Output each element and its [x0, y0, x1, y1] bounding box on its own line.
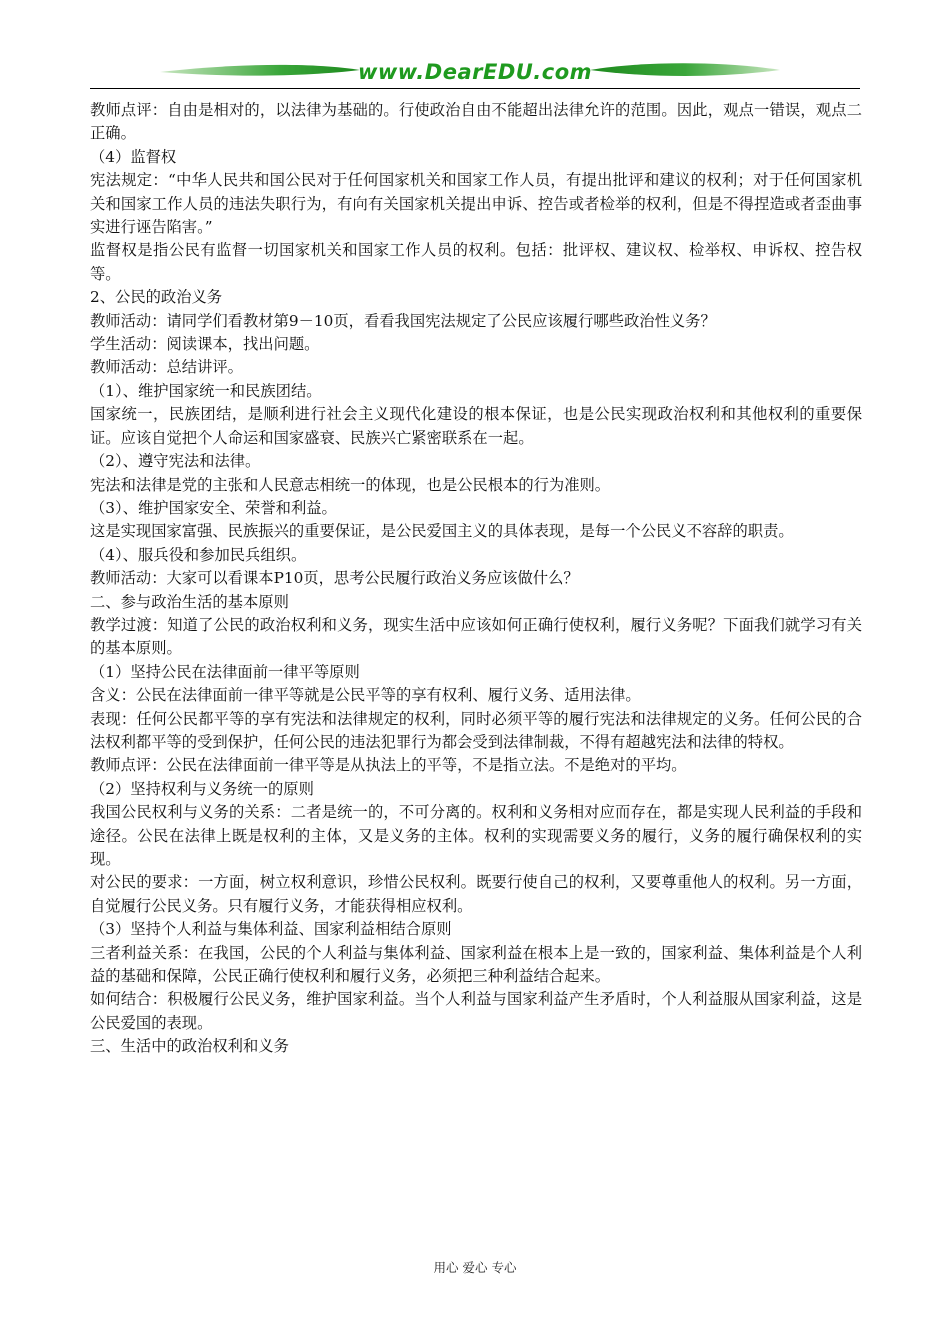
- paragraph: 如何结合：积极履行公民义务，维护国家利益。当个人利益与国家利益产生矛盾时，个人利益服从国家利益，这是公民爱国的表现。: [90, 990, 862, 1032]
- paragraph: 我国公民权利与义务的关系：二者是统一的，不可分离的。权利和义务相对应而存在，都是实现人民利益的手段和途径。公民在法律上既是权利的主体，又是义务的主体。权利的实现需要义务的履行，义务的履行确保权利的实现。: [90, 803, 862, 868]
- paragraph: （2）坚持权利与义务统一的原则: [90, 779, 314, 798]
- paragraph: 教学过渡：知道了公民的政治权利和义务，现实生活中应该如何正确行使权利，履行义务呢？下面我们就学习有关的基本原则。: [90, 615, 862, 658]
- paragraph: 教师活动：大家可以看课本P10页，思考公民履行政治义务应该做什么？: [90, 569, 579, 588]
- logo-text: www.DearEDU.com: [357, 60, 593, 84]
- paragraph: 对公民的要求：一方面，树立权利意识，珍惜公民权利。既要行使自己的权利，又要尊重他人的权利。另一方面，自觉履行公民义务。只有履行义务，才能获得相应权利。: [90, 873, 862, 915]
- paragraph: 2、公民的政治义务: [90, 288, 223, 307]
- paragraph: 监督权是指公民有监督一切国家机关和国家工作人员的权利。包括：批评权、建议权、检举权、申诉权、控告权等。: [90, 241, 862, 283]
- paragraph: 含义：公民在法律面前一律平等就是公民平等的享有权利、履行义务、适用法律。: [90, 686, 641, 705]
- paragraph: 教师点评：公民在法律面前一律平等是从执法上的平等，不是指立法。不是绝对的平均。: [90, 756, 687, 775]
- paragraph: 这是实现国家富强、民族振兴的重要保证，是公民爱国主义的具体表现，是每一个公民义不容辞的职责。: [90, 522, 794, 541]
- paragraph: 国家统一，民族团结，是顺利进行社会主义现代化建设的根本保证，也是公民实现政治权利和其他权利的重要保证。应该自觉把个人命运和国家盛衰、民族兴亡紧密联系在一起。: [90, 405, 862, 447]
- paragraph: 三、生活中的政治权利和义务: [90, 1037, 289, 1056]
- paragraph: 教师活动：总结讲评。: [90, 358, 243, 377]
- paragraph: （4）监督权: [90, 147, 177, 166]
- paragraph: 教师活动：请同学们看教材第9－10页，看看我国宪法规定了公民应该履行哪些政治性义务？: [90, 311, 716, 330]
- paragraph: 宪法和法律是党的主张和人民意志相统一的体现，也是公民根本的行为准则。: [90, 475, 611, 494]
- paragraph: （3）、维护国家安全、荣誉和利益。: [90, 498, 337, 517]
- paragraph: 二、参与政治生活的基本原则: [90, 592, 289, 611]
- paragraph: （1）坚持公民在法律面前一律平等原则: [90, 662, 360, 681]
- paragraph: （1）、维护国家统一和民族团结。: [90, 381, 322, 400]
- paragraph: （2）、遵守宪法和法律。: [90, 452, 261, 471]
- header-divider: [90, 88, 860, 89]
- paragraph: 学生活动：阅读课本，找出问题。: [90, 335, 320, 354]
- paragraph: 宪法规定：“中华人民共和国公民对于任何国家机关和国家工作人员，有提出批评和建议的权利；对于任何国家机关和国家工作人员的违法失职行为，有向有关国家机关提出申诉、控告或者检举的权利，但是不得捏造或者歪曲事实进行诬告陷害。”: [90, 171, 862, 237]
- paragraph: 三者利益关系：在我国，公民的个人利益与集体利益、国家利益在根本上是一致的，国家利益、集体利益是个人利益的基础和保障，公民正确行使权利和履行义务，必须把三种利益结合起来。: [90, 943, 862, 986]
- paragraph: 教师点评：自由是相对的，以法律为基础的。行使政治自由不能超出法律允许的范围。因此，观点一错误，观点二正确。: [90, 101, 862, 143]
- paragraph: （3）坚持个人利益与集体利益、国家利益相结合原则: [90, 920, 452, 939]
- site-header-logo: [90, 58, 860, 90]
- paragraph: 表现：任何公民都平等的享有宪法和法律规定的权利，同时必须平等的履行宪法和法律规定的义务。任何公民的合法权利都平等的受到保护，任何公民的违法犯罪行为都会受到法律制裁，不得有超越宪法和法律的特权。: [90, 709, 862, 751]
- page-footer: 用心 爱心 专心: [433, 1260, 517, 1275]
- document-body: [90, 99, 862, 1059]
- paragraph: （4）、服兵役和参加民兵组织。: [90, 545, 307, 564]
